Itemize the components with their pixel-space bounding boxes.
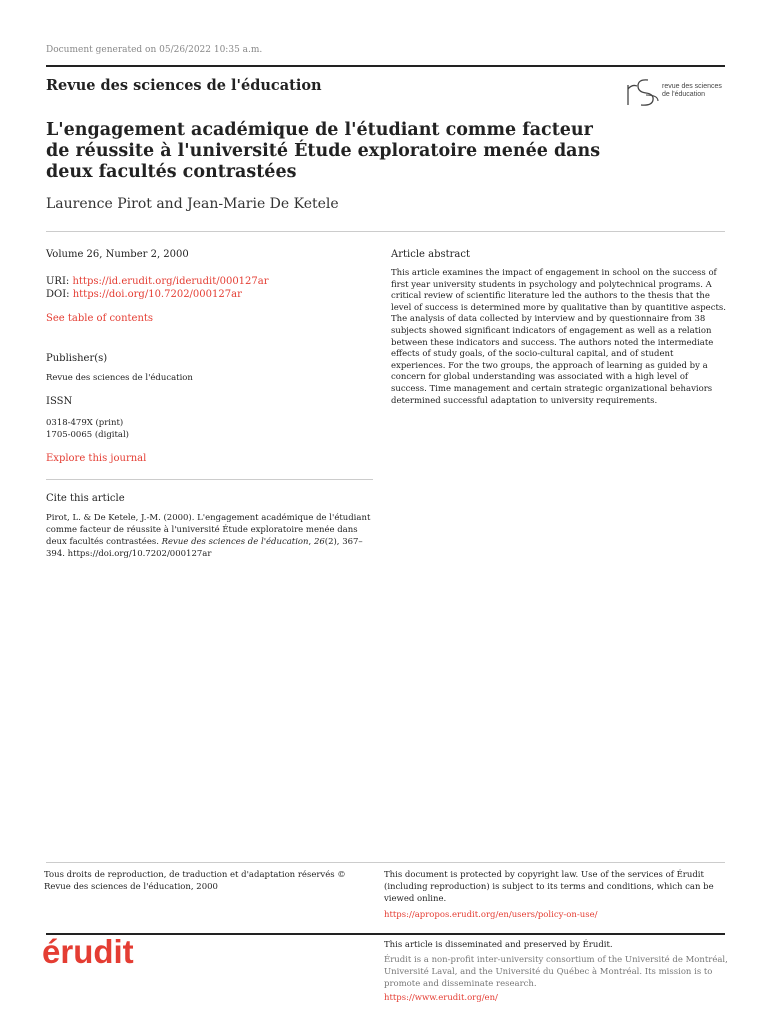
policy-link[interactable]: https://apropos.erudit.org/en/users/policy-on-use/ xyxy=(384,910,598,920)
publisher-heading: Publisher(s) xyxy=(46,353,108,364)
left-divider xyxy=(46,479,373,480)
cite-heading: Cite this article xyxy=(46,493,125,504)
volume-info: Volume 26, Number 2, 2000 xyxy=(46,249,189,260)
citation xyxy=(46,512,373,560)
doi-label: DOI: xyxy=(46,289,73,300)
issn-digital: 1705-0065 (digital) xyxy=(46,430,129,440)
footer-divider xyxy=(46,862,725,863)
rights-notice: Tous droits de reproduction, de traduction et d'adaptation réservés © Revue des sciences de l'éducation, 2000 xyxy=(44,870,346,892)
erudit-link[interactable]: https://www.erudit.org/en/ xyxy=(384,993,498,1003)
logo-text-line2: de l'éducation xyxy=(662,91,705,98)
copyright-text: This document is protected by copyright law. Use of the services of Érudit (including reproduction) is subject to its terms and conditions, which can be viewed online. xyxy=(384,870,714,904)
abstract-text: This article examines the impact of engagement in school on the success of first year university students in psychology and polytechnical programs. A critical review of scientific literature led the authors to the thesis that the level of success is determined more by qualitative than by quantitive aspects. The analysis of data collected by interview and by questionnaire from 38 subjects showed significant indicators of engagement as well as a relation between these indicators and success. The authors noted the intermediate effects of study goals, of the socio-cultural capital, and of student experiences. For the two groups, the approach of learning as guided by a concern for global understanding was associated with a high level of success. Time management and certain strategic organizational behaviors determined successful adaptation to university requirements. xyxy=(391,268,726,406)
identifiers xyxy=(46,275,373,301)
top-rule xyxy=(46,65,725,67)
consortium-text: Érudit is a non-profit inter-university consortium of the Université de Montréal, Université Laval, and the Université du Québec à Montréal. Its mission is to promote and disseminate research. xyxy=(384,955,728,989)
citation-sep: , xyxy=(308,537,314,547)
footer-rule xyxy=(46,933,725,935)
journal-logo xyxy=(624,75,728,109)
abstract-heading: Article abstract xyxy=(391,249,470,260)
article-title: L'engagement académique de l'étudiant comme facteur de réussite à l'université Étude exploratoire menée dans deux facultés contrastées xyxy=(46,120,601,182)
logo-text-line1: revue des sciences xyxy=(662,83,722,90)
copyright-notice xyxy=(384,869,724,921)
citation-text: Pirot, L. & De Ketele, J.-M. (2000). L'engagement académique de l'étudiant comme facteur de réussite à l'université Étude exploratoire menée dans deux facultés contrastées. xyxy=(46,513,371,547)
citation-journal: Revue des sciences de l'éducation xyxy=(161,537,309,547)
table-of-contents-link[interactable]: See table of contents xyxy=(46,313,154,324)
generated-date: Document generated on 05/26/2022 10:35 a.m. xyxy=(46,45,263,55)
issn-print: 0318-479X (print) xyxy=(46,418,124,428)
doi-link[interactable]: https://doi.org/10.7202/000127ar xyxy=(72,289,242,300)
citation-volume: 26 xyxy=(313,537,325,547)
disseminated-notice: This article is disseminated and preserved by Érudit. xyxy=(384,940,613,950)
issn-values xyxy=(46,417,373,441)
publisher-name: Revue des sciences de l'éducation xyxy=(46,373,193,383)
explore-journal-link[interactable]: Explore this journal xyxy=(46,453,147,464)
rse-logo-icon xyxy=(624,75,660,109)
journal-name: Revue des sciences de l'éducation xyxy=(46,77,322,94)
citation-pages-doi: (2), 367–394. https://doi.org/10.7202/000127ar xyxy=(46,537,363,559)
section-divider xyxy=(46,231,725,232)
issn-heading: ISSN xyxy=(46,396,73,407)
erudit-logo: érudit xyxy=(42,933,134,970)
uri-link[interactable]: https://id.erudit.org/iderudit/000127ar xyxy=(72,276,269,287)
article-authors: Laurence Pirot and Jean-Marie De Ketele xyxy=(46,196,339,212)
uri-label: URI: xyxy=(46,276,73,287)
